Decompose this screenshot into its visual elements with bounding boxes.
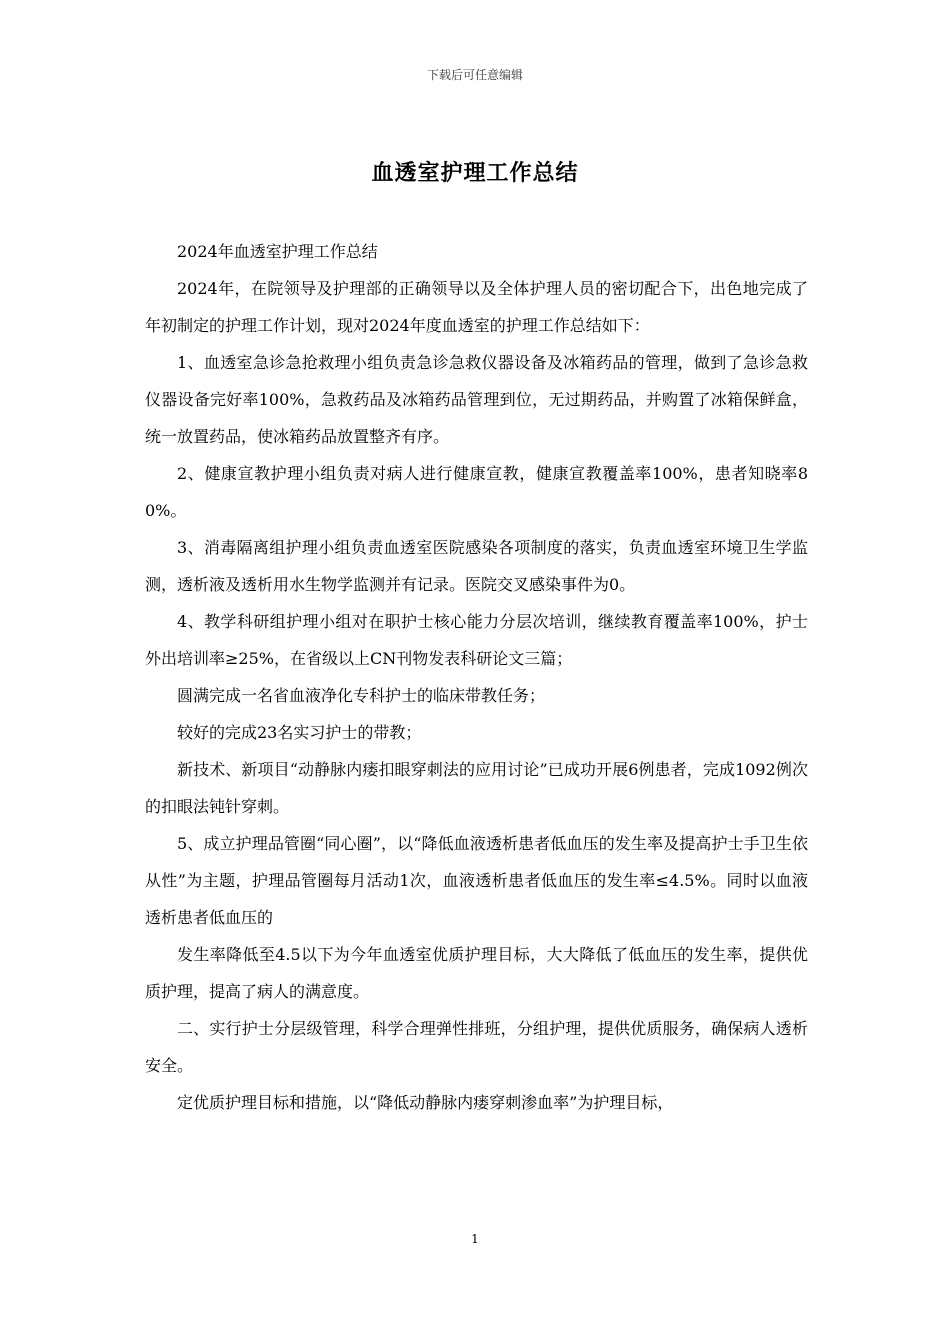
paragraph-item-4-interns: 较好的完成23名实习护士的带教；	[177, 723, 422, 742]
paragraph-section-2: 二、实行护士分层级管理，科学合理弹性排班，分组护理，提供优质服务，确保病人透析安全。	[145, 1019, 808, 1075]
paragraph-item-4-teaching: 圆满完成一名省血液净化专科护士的临床带教任务；	[177, 686, 546, 705]
paragraph-item-1: 1、血透室急诊急抢救理小组负责急诊急救仪器设备及冰箱药品的管理，做到了急诊急救仪器设备完好率100%，急救药品及冰箱药品管理到位，无过期药品，并购置了冰箱保鲜盒，统一放置药品，使冰箱药品放置整齐有序。	[145, 353, 808, 446]
paragraph-item-2: 2、健康宣教护理小组负责对病人进行健康宣教，健康宣教覆盖率100%，患者知晓率80%。	[145, 464, 808, 520]
paragraph-item-3: 3、消毒隔离组护理小组负责血透室医院感染各项制度的落实，负责血透室环境卫生学监测，透析液及透析用水生物学监测并有记录。医院交叉感染事件为0。	[145, 538, 808, 594]
header-note: 下载后可任意编辑	[426, 68, 523, 82]
paragraph-section-2-goal: 定优质护理目标和措施，以“降低动静脉内瘘穿刺渗血率”为护理目标，	[177, 1093, 674, 1112]
paragraph-subtitle: 2024年血透室护理工作总结	[177, 242, 378, 261]
document-body	[145, 233, 808, 1121]
paragraph-item-5-continued: 发生率降低至4.5以下为今年血透室优质护理目标，大大降低了低血压的发生率，提供优质护理，提高了病人的满意度。	[145, 945, 808, 1001]
document-title: 血透室护理工作总结	[371, 160, 579, 186]
paragraph-item-5: 5、成立护理品管圈“同心圈”，以“降低血液透析患者低血压的发生率及提高护士手卫生依从性”为主题，护理品管圈每月活动1次，血液透析患者低血压的发生率≤4.5%。同时以血液透析患者低血压的	[145, 834, 808, 927]
page-number: 1	[471, 1232, 479, 1246]
paragraph-item-4: 4、教学科研组护理小组对在职护士核心能力分层次培训，继续教育覆盖率100%，护士外出培训率≥25%，在省级以上CN刊物发表科研论文三篇；	[145, 612, 808, 668]
paragraph-intro: 2024年，在院领导及护理部的正确领导以及全体护理人员的密切配合下，出色地完成了年初制定的护理工作计划，现对2024年度血透室的护理工作总结如下：	[145, 279, 808, 335]
paragraph-item-4-new-tech: 新技术、新项目“动静脉内瘘扣眼穿刺法的应用讨论”已成功开展6例患者，完成1092例次的扣眼法钝针穿刺。	[145, 760, 808, 816]
